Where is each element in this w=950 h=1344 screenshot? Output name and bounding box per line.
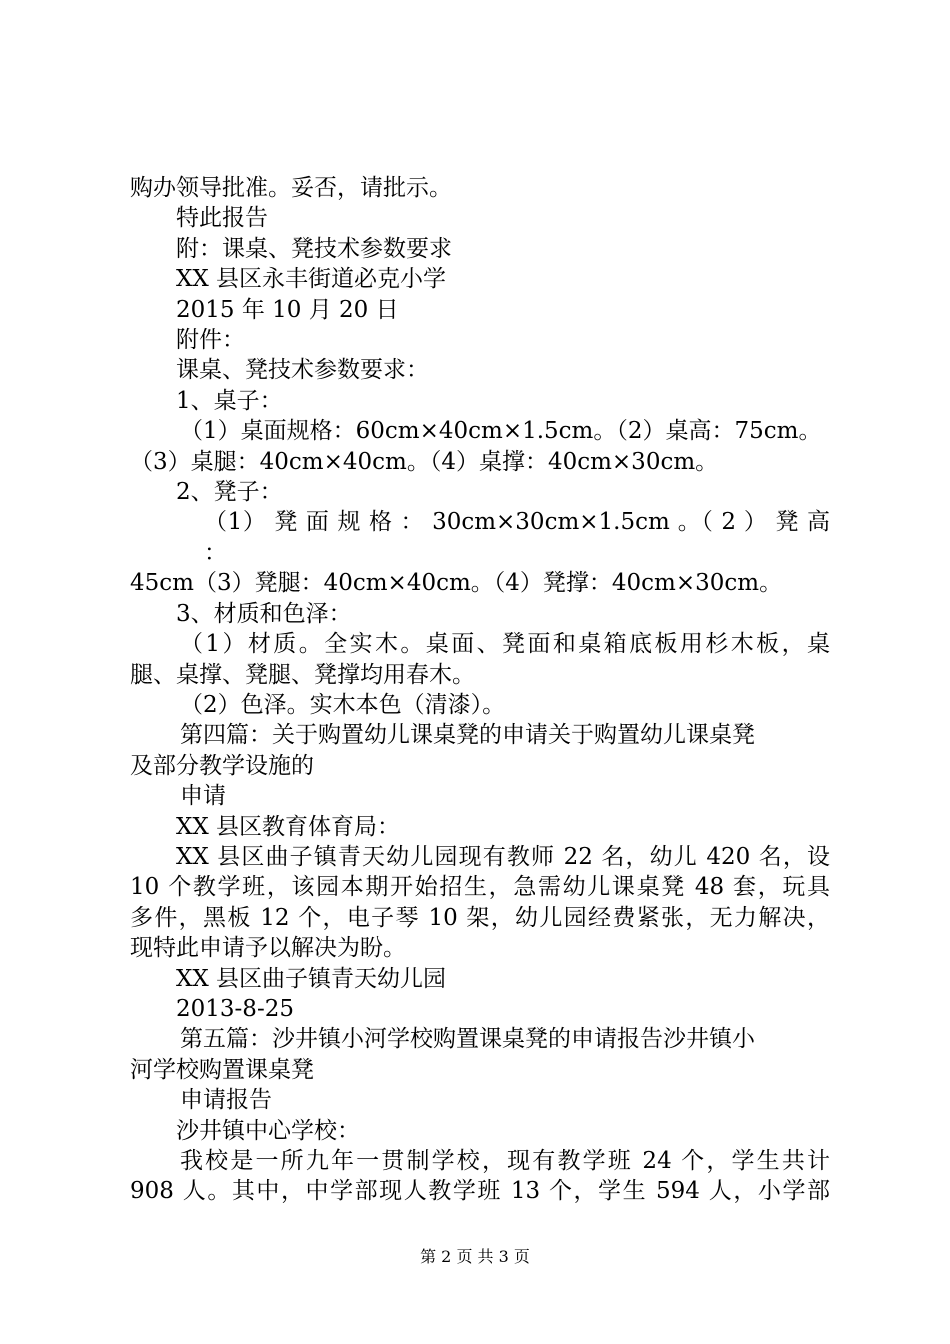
text-line: 10 个教学班，该园本期开始招生，急需幼儿课桌凳 48 套，玩具 bbox=[130, 874, 830, 901]
text-line: 2、凳子： bbox=[176, 479, 283, 506]
text-line: （1）材质。全实木。桌面、凳面和桌箱底板用杉木板，桌 bbox=[180, 631, 830, 658]
text-line: （2）色泽。实木本色（清漆）。 bbox=[180, 691, 506, 718]
text-line: 45cm（3）凳腿：40cm×40cm。（4）凳撑：40cm×30cm。 bbox=[130, 570, 783, 597]
section-heading: 及部分教学设施的 bbox=[130, 752, 314, 779]
text-line: 2013-8-25 bbox=[176, 995, 294, 1022]
text-line: 购办领导批准。妥否，请批示。 bbox=[130, 175, 452, 201]
section-heading: 第四篇：关于购置幼儿课桌凳的申请关于购置幼儿课桌凳 bbox=[180, 722, 755, 749]
text-line: XX 县区曲子镇青天幼儿园现有教师 22 名，幼儿 420 名，设 bbox=[176, 843, 830, 870]
text-line: 腿、桌撑、凳腿、凳撑均用春木。 bbox=[130, 661, 475, 688]
text-line: 908 人。其中，中学部现人教学班 13 个，学生 594 人，小学部 bbox=[130, 1178, 830, 1205]
text-line: XX 县区教育体育局： bbox=[176, 813, 401, 840]
section-heading: 第五篇：沙井镇小河学校购置课桌凳的申请报告沙井镇小 bbox=[180, 1026, 755, 1053]
section-heading: 河学校购置课桌凳 bbox=[130, 1056, 314, 1083]
text-line: 附：课桌、凳技术参数要求 bbox=[176, 235, 452, 262]
text-line: （1）桌面规格：60cm×40cm×1.5cm。（2）桌高：75cm。 bbox=[180, 418, 822, 445]
page-number: 第 2 页 共 3 页 bbox=[420, 1247, 530, 1266]
text-line: 申请报告 bbox=[180, 1087, 272, 1114]
text-line: 3、材质和色泽： bbox=[176, 600, 352, 627]
text-line: （1） 凳 面 规 格 ： 30cm×30cm×1.5cm 。（ 2 ） 凳 高 ： bbox=[204, 509, 830, 566]
text-line: 课桌、凳技术参数要求： bbox=[176, 357, 429, 384]
text-line: 特此报告 bbox=[176, 205, 268, 232]
document-body bbox=[130, 173, 830, 1207]
text-line: XX 县区永丰街道必克小学 bbox=[176, 266, 447, 293]
text-line: XX 县区曲子镇青天幼儿园 bbox=[176, 965, 447, 992]
text-line: （3）桌腿：40cm×40cm。（4）桌撑：40cm×30cm。 bbox=[130, 448, 719, 475]
text-line: 我校是一所九年一贯制学校，现有教学班 24 个，学生共计 bbox=[180, 1148, 830, 1174]
text-line: 附件： bbox=[176, 327, 245, 354]
text-line: 多件，黑板 12 个，电子琴 10 架，幼儿园经费紧张，无力解决， bbox=[130, 904, 830, 931]
text-line: 现特此申请予以解决为盼。 bbox=[130, 935, 406, 962]
text-line: 申请 bbox=[180, 783, 226, 810]
text-line: 沙井镇中心学校： bbox=[176, 1117, 360, 1144]
text-line: 2015 年 10 月 20 日 bbox=[176, 296, 399, 323]
text-line: 1、桌子： bbox=[176, 387, 283, 414]
